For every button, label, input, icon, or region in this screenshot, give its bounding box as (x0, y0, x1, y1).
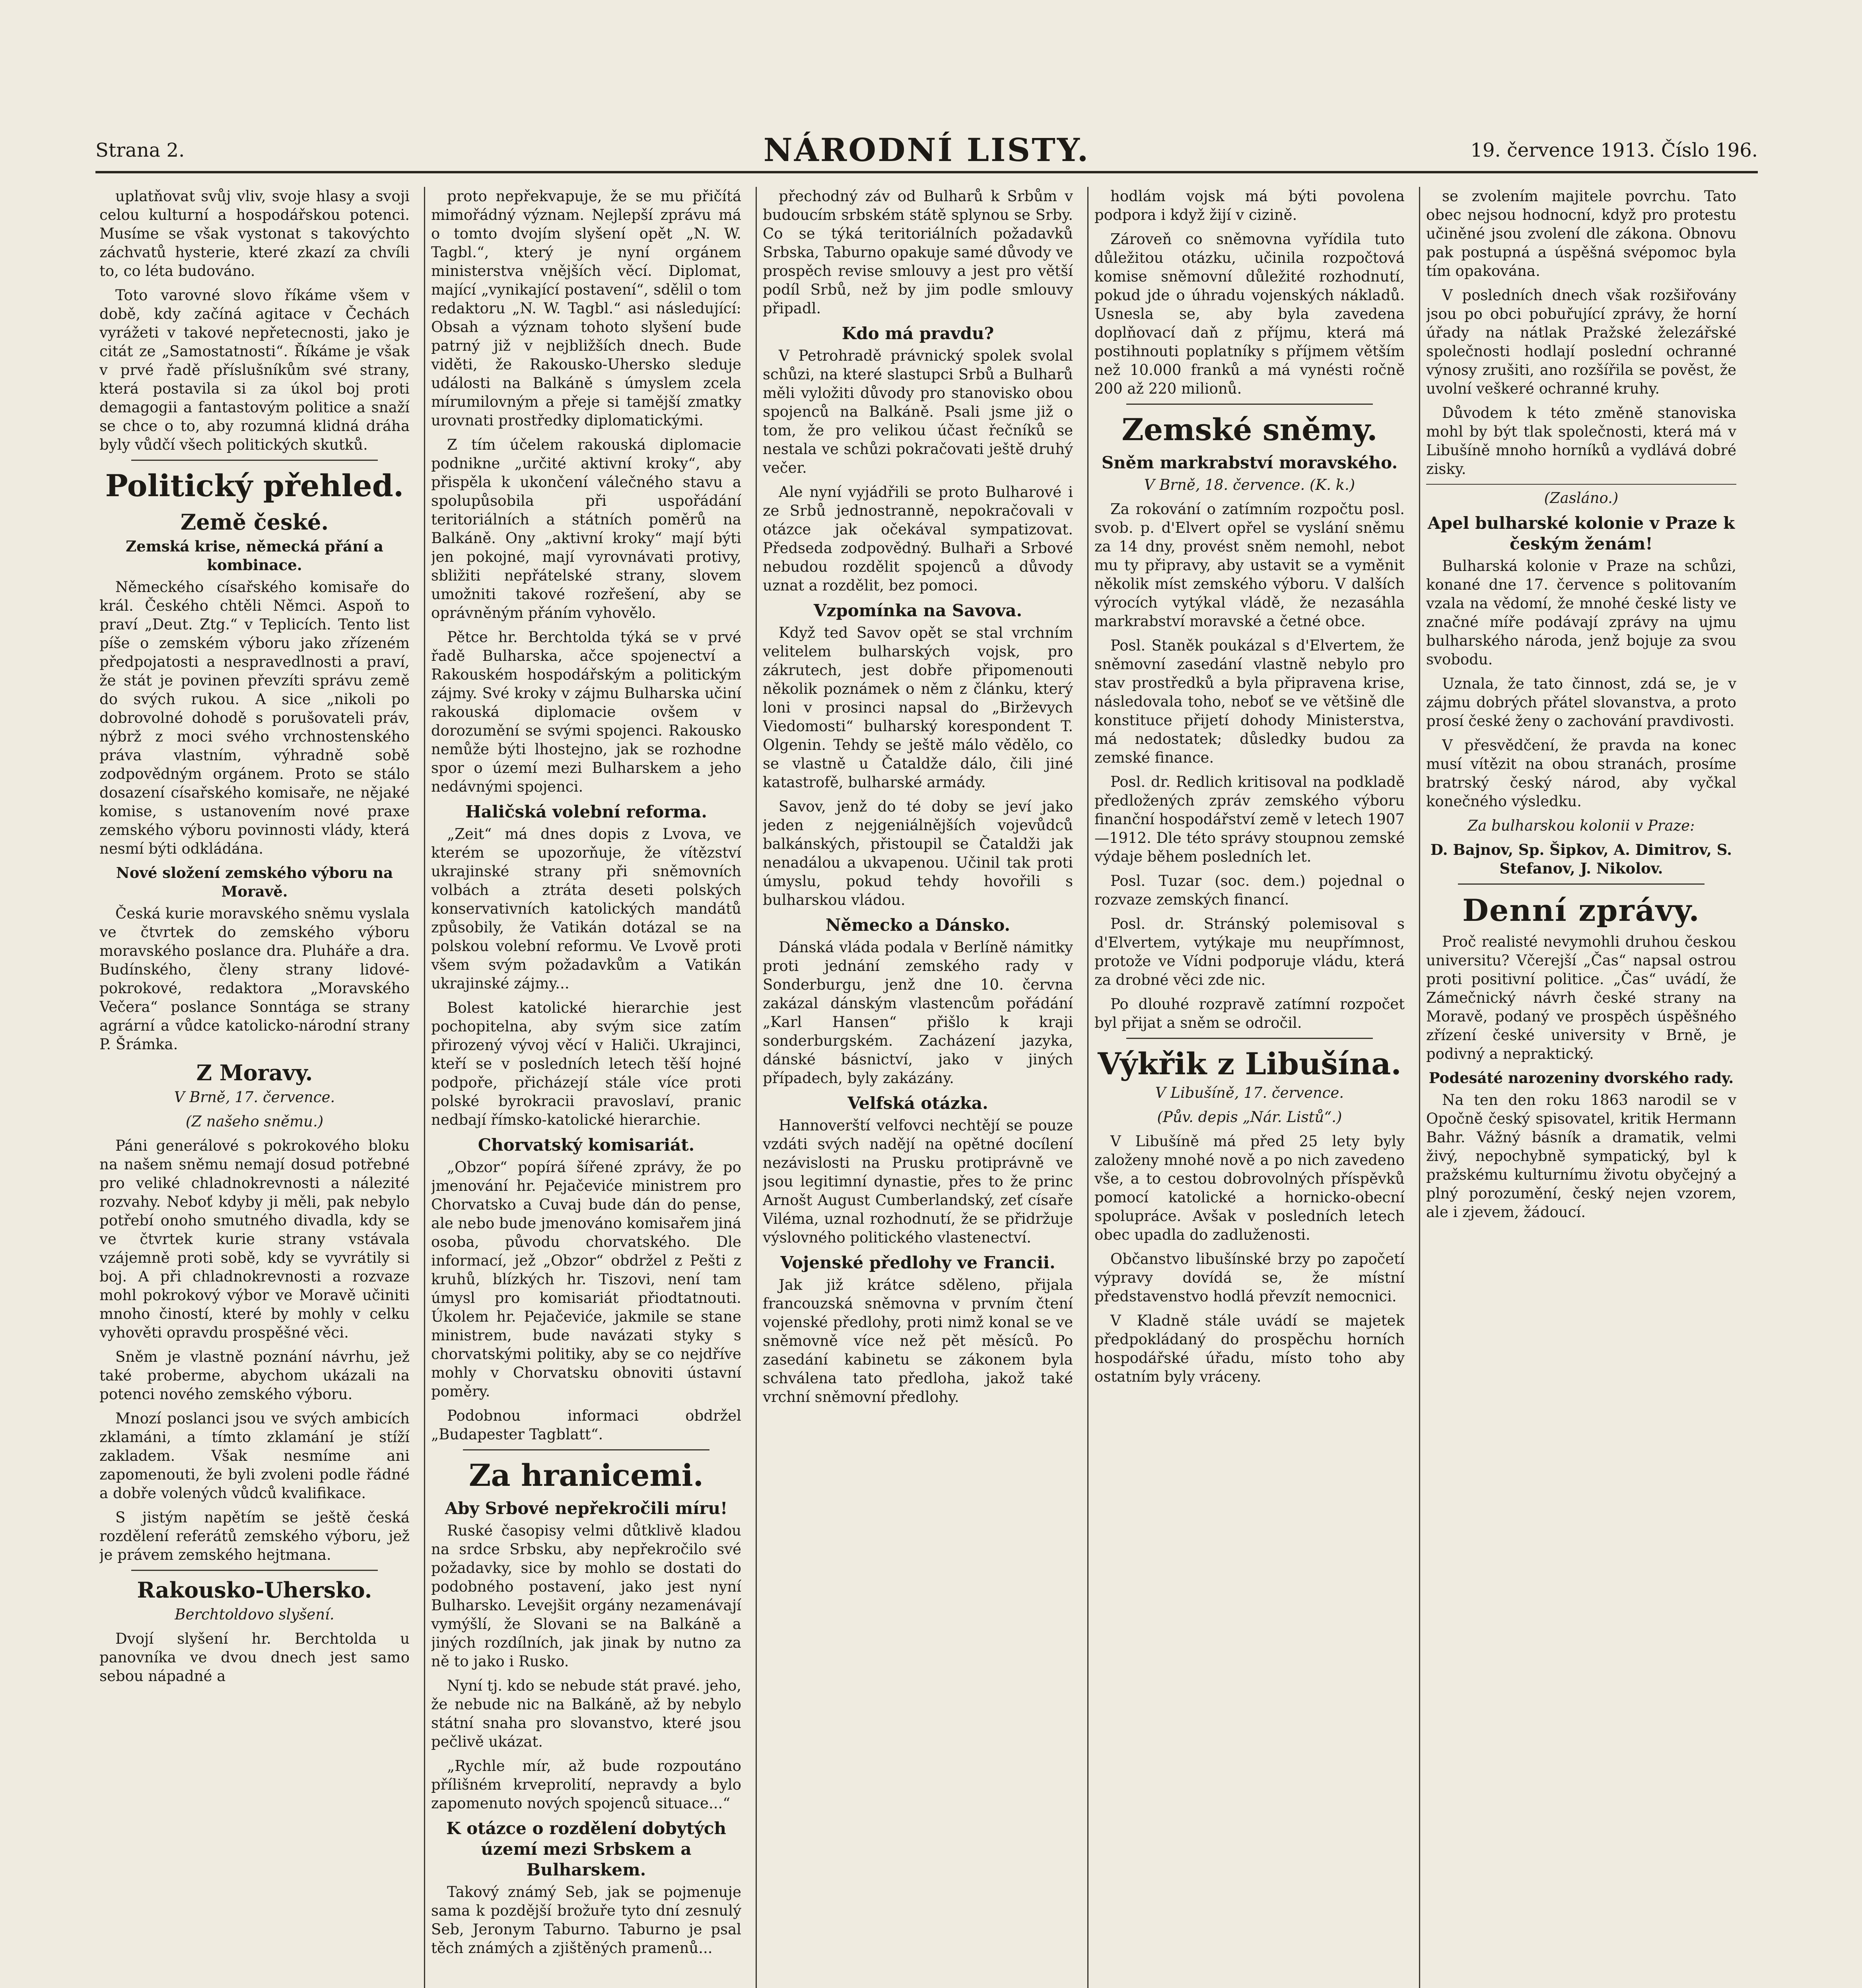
article-text: Občanstvo libušínské brzy po započetí výpravy dovídá se, že místní představenstvo hodlá převzít nemocnici. (1094, 1250, 1405, 1305)
article-text: Pětce hr. Berchtolda týká se v prvé řadě Bulharska, ačce spojenectví a Rakouském hospodářským a politickým zájmy. Své kroky v zájmu Bulharska učiní rakouská diplomacie ovšem v dorozumění se svými spojenci. Rakousko nemůže býti lhostejno, jak se rozhodne spor o území mezi Bulharskem a jeho nedávnými spojenci. (431, 629, 741, 795)
section-divider (1458, 883, 1705, 885)
article-text: Proč realisté nevymohli druhou českou universitu? Včerejší „Čas“ napsal ostrou proti positivní politice. „Čas“ uvádí, že Zámečnický návrh české strany na Moravě, podaný ve prospěch úspěšného zřízení české university v Brně, je podivný a nepraktický. (1426, 933, 1736, 1062)
section-heading: Denní zprávy. (1462, 893, 1700, 928)
article-text: Bolest katolické hierarchie jest pochopitelna, aby svým sice zatím přirozený vývoj věcí v Haliči. Ukrajinci, kteří se v posledních letech těší hojné podpoře, přicházejí stále více proti polské byrokracii pravoslaví, pranic nedbají římsko-katolické hierarchie. (431, 999, 741, 1128)
article-headline: Apel bulharské kolonie v Praze k českým ženám! (1427, 513, 1735, 553)
article-text: „Zeit“ má dnes dopis z Lvova, ve kterém se upozorňuje, že vítězství ukrajinské strany při sněmovních volbách a ztráta deseti polských konservativních katolických mandátů způsobily, že Vatikán dotázal se na polskou volební reformu. Ve Lvově proti všem svým požadavkům a Vatikán ukrajinské zájmy... (431, 825, 741, 992)
column-3 (763, 187, 1073, 1988)
article-text: přechodný záv od Bulharů k Srbům v budoucím srbském státě splynou se Srby. Co se týká teritoriálních požadavků Srbska, Taburno opakuje samé důvody ve prospěch revise smlouvy a jest pro větší podíl Srbů, než by jim podle smlouvy připadl. (763, 188, 1073, 317)
column-rule (1087, 187, 1088, 1988)
article-headline: Chorvatský komisariát. (478, 1135, 695, 1155)
article-text: uplatňovat svůj vliv, svoje hlasy a svoji celou kulturní a hospodářskou potenci. Musíme se však vystonat s takovýchto záchvatů hysterie, které zkazí za chvíli to, co léta budováno. (99, 188, 410, 280)
column-rule (424, 187, 425, 1988)
article-headline: Aby Srbové nepřekročili míru! (445, 1499, 728, 1518)
article-text: V Petrohradě právnický spolek svolal schůzi, na které slastupci Srbů a Bulharů měli vyložiti důvody pro stanovisko obou spojenců na Balkáně. Psali jsme již o tom, že pro velikou účast řečníků se nestala ve schůzi pokračovati ještě druhý večer. (763, 347, 1073, 476)
article-headline: Vojenské předlohy ve Francii. (780, 1253, 1055, 1272)
article-text: Německého císařského komisaře do král. Českého chtěli Němci. Aspoň to praví „Deut. Ztg.“ v Teplicích. Tento list píše o zemském výboru jako zřízeném předpojatosti a nespravedlnosti a praví, že stát je povinen převzíti správu země do svých rukou. A sice „nikoli po dobrovolné dohodě s porušovateli práv, nýbrž z moci svého vrchnostenského práva vlastním, výhradně sobě zodpovědným orgánem. Proto se stálo dosazení císařského komisaře, ne nějaké komise, s ustanovením nové praxe zemského výboru povinnosti vlády, která nesmí býti odkládána. (99, 579, 410, 857)
article-text: Páni generálové s pokrokového bloku na našem sněmu nemají dosud potřebné pro veliké chladnokrevnosti a nálezité rozvahy. Neboť kdyby ji měli, pak nebylo potřebí onoho smutného divadla, kdy se ve čtvrtek kurie strany vstávala vzájemně proti sobě, kdy se vyvrátily si boj. A při chladnokrevnosti a rozvaze mohl pokrokový výbor ve Moravě učiniti mnoho čiností, které by mohly v celku vyhověti opravdu prospěšné věci. (99, 1137, 410, 1341)
source-note: (Z našeho sněmu.) (185, 1113, 324, 1130)
article-text: se zvolením majitele povrchu. Tato obec nejsou hodnocní, když pro protestu učiněné jsou zvolení dle zákona. Obnovu pak postupná a úspěšná svépomoc byla tím opakována. (1426, 188, 1736, 280)
article-headline: Vzpomínka na Savova. (813, 601, 1022, 620)
article-subtitle: Berchtoldovo slyšení. (175, 1606, 334, 1623)
article-text: Na ten den roku 1863 narodil se v Opočně český spisovatel, kritik Hermann Bahr. Vážný básník a dramatik, velmi živý, nepochybně sympatický, byl k pražskému kulturnímu životu obyčejný a plný porozumění, český nejen vzorem, ale i zjevem, žádoucí. (1426, 1091, 1736, 1221)
section-divider (463, 1449, 709, 1450)
article-text: S jistým napětím se ještě česká rozdělení referátů zemského výboru, jež je právem zemského hejtmana. (99, 1509, 410, 1563)
signature-line: Za bulharskou kolonii v Praze: (1467, 817, 1695, 834)
article-text: V Kladně stále uvádí se majetek předpokládaný do prospěchu horních hospodářské úřadu, místo toho aby ostatním byly vráceny. (1094, 1312, 1405, 1385)
article-text: hodlám vojsk má býti povolena podpora i když žijí v cizině. (1094, 188, 1405, 223)
article-text: Za rokování o zatímním rozpočtu posl. svob. p. d'Elvert opřel se vyslání sněmu za 14 dny, provést sněm nemohl, nebot mu ty připravy, aby ustavit se a vyměnit několik míst zemského výboru. V dalších výrocích vytýkal vládě, že nezasáhla markrabství moravské a četné obce. (1094, 501, 1405, 630)
article-text: Po dlouhé rozpravě zatímní rozpočet byl přijat a sněm se odročil. (1094, 996, 1405, 1031)
page-number: Strana 2. (95, 139, 185, 161)
article-headline: Haličská volební reforma. (465, 802, 707, 821)
column-2 (431, 187, 741, 1988)
section-divider (1126, 404, 1373, 405)
column-5 (1426, 187, 1736, 1988)
article-text: Zároveň co sněmovna vyřídila tuto důležitou otázku, učinila rozpočtová komise sněmovní důležité rozhodnutí, pokud jde o úhradu vojenských nákladů. Usnesla se, aby byla zavedena doplňovací daň z příjmu, která má postihnouti poplatníky s příjmem větším než 10.000 franků a má vynésti ročně 200 až 220 milionů. (1094, 231, 1405, 397)
section-heading: Rakousko-Uhersko. (137, 1577, 372, 1603)
article-text: Z tím účelem rakouská diplomacie podnikne „určité aktivní kroky“, aby přispěla k ukončení válečného stavu a spolupůsobila při uspořádání teritoriálních a státních poměrů na Balkáně. Ony „aktivní kroky“ mají býti jen pokojné, mají vyrovnávati protivy, sbližiti nepřátelské strany, slovem umožniti takové rozřešení, aby se oprávněným přáním vyhovělo. (431, 436, 741, 621)
dateline: V Brně, 17. července. (174, 1089, 335, 1106)
article-text: Posl. Tuzar (soc. dem.) pojednal o rozvaze zemských financí. (1094, 872, 1405, 908)
subsection-heading: Z Moravy. (196, 1060, 313, 1085)
article-headline: Sněm markrabství moravského. (1101, 453, 1398, 472)
signatories: D. Bajnov, Sp. Šipkov, A. Dimitrov, S. Stefanov, J. Nikolov. (1430, 841, 1732, 877)
article-headline: K otázce o rozdělení dobytých území mezi Srbskem a Bulharskem. (446, 1819, 727, 1879)
article-text: Když ted Savov opět se stal vrchním velitelem bulharských vojsk, pro zákrutech, jest dobře připomenouti několik poznámek o něm z článku, který loni v prosinci napsal do „Birževych Viedomosti“ bulharský korespondent T. Olgenin. Tehdy se ještě málo vědělo, co se vlastně u Čataldže dálo, čili jiné katastrofě, bulharské armády. (763, 624, 1073, 791)
article-text: Dánská vláda podala v Berlíně námitky proti jednání zemského rady v Sonderburgu, jenž dne 10. června zakázal dánským vlastencům pořádání „Karl Hansen“ přišlo k kraji sonderburgském. Zacházení jazyka, dánské básnictví, jako v jiných případech, byly zakázány. (763, 939, 1073, 1087)
article-text: Bulharská kolonie v Praze na schůzi, konané dne 17. července s politovaním vzala na vědomí, že mnohé české listy ve značné míře podávají zprávy na ujmu bulharského národa, jenž bojuje za svou svobodu. (1426, 557, 1736, 668)
page-header (95, 131, 1758, 173)
section-heading: Politický přehled. (105, 468, 404, 503)
article-text: Posl. Staněk poukázal s d'Elvertem, že sněmovní zasedání vlastně nebylo pro stav prostředků a byla připravena krise, následovala toho, neboť se ve většině dle konstituce přijetí dohody Ministerstva, má nedostatek; důsledky budou za zemské finance. (1094, 637, 1405, 766)
article-text: Toto varovné slovo říkáme všem v době, kdy začíná agitace v Čechách vyrážeti v takové nepřetecnosti, jako je citát ze „Samostatnosti“. Říkáme je však v prvé řadě příslušníkům své strany, která postavila si za úkol boj proti demagogii a fantastovým politice a snaží se chce o to, aby rozumná klidná dráha byly vůdčí všech politických skutků. (99, 287, 410, 453)
article-text: Sněm je vlastně poznání návrhu, jež také proberme, abychom ukázali na potenci nového zemského výboru. (99, 1348, 410, 1403)
article-text: Posl. dr. Stránský polemisoval s d'Elvertem, vytýkaje mu neupřímnost, protože ve Vídni podporuje vládu, která za drobné věci zde nic. (1094, 915, 1405, 988)
article-text: Nyní tj. kdo se nebude stát pravé. jeho, že nebude nic na Balkáně, až by nebylo státní snaha pro slovanstvo, které jsou pečlivě ukázat. (431, 1677, 741, 1750)
subsection-heading: Země české. (180, 509, 329, 535)
article-text: Ruské časopisy velmi důtklivě kladou na srdce Srbsku, aby nepřekročilo své požadavky, sice by mohlo se dostati do podobného postavení, jako jest nyní Bulharsko. Levejšit orgány nezamenávají vymýšlí, že Slovani se na Balkáně a jiných rozdílních, jak jinak by nutno za ně to jako i Rusko. (431, 1522, 741, 1670)
article-headline: Německo a Dánsko. (825, 915, 1011, 935)
section-heading: Zemské sněmy. (1121, 412, 1378, 447)
article-text: Česká kurie moravského sněmu vyslala ve čtvrtek do zemského výboru moravského poslance dra. Pluháře a dra. Budínského, členy strany lidové-pokrokové, redaktora „Moravského Večera“ poslance Sonntága se strany agrární a vůdce katolicko-národní strany P. Šrámka. (99, 905, 410, 1053)
article-text: Savov, jenž do té doby se jeví jako jeden z nejgeniálnějších vojevůdců balkánských, přistoupil se Čataldži jak nenadálou a ukvapenou. Učinil tak proti úmyslu, pokud tehdy hovořili s bulharskou vládou. (763, 798, 1073, 909)
article-text: Uznala, že tato činnost, zdá se, je v zájmu dobrých přátel slovanstva, a proto prosí české ženy o zachování pravdivosti. (1426, 675, 1736, 730)
article-headline: Nové složení zemského výboru na Moravě. (116, 864, 393, 900)
article-text: V Libušíně má před 25 lety byly založeny mnohé nově a po nich zavedeno vše, a to cestou dobrovolných příspěvků pomocí katolické a hornicko-obecní spolupráce. Avšak v posledních letech obec upadla do zadluženosti. (1094, 1133, 1405, 1243)
article-text: Jak již krátce sděleno, přijala francouzská sněmovna v prvním čtení vojenské předlohy, proti nimž konal se ve sněmovně více než pět měsíců. Po zasedání kabinetu se zákonem byla schválena tato předloha, jakož také vrchní sněmovní předlohy. (763, 1276, 1073, 1406)
article-text: Podobnou informaci obdržel „Budapester Tagblatt“. (431, 1407, 741, 1443)
article-text: V přesvědčení, že pravda na konec musí vítězit na obou stranách, prosíme bratrský český národ, aby vyčkal konečného výsledku. (1426, 737, 1736, 810)
article-headline: Velfská otázka. (847, 1093, 988, 1113)
section-divider (1426, 484, 1736, 485)
article-text: Takový známý Seb, jak se pojmenuje sama k pozdější brožuře tyto dní zesnulý Seb, Jeronym Taburno. Taburno je psal těch známých a zjištěných pramenů... (431, 1883, 741, 1957)
article-headline: Zemská krise, německá přání a kombinace. (126, 538, 383, 574)
column-4 (1094, 187, 1405, 1988)
article-text: V posledních dnech však rozšiřovány jsou po obci pobuřující zprávy, že horní úřady na nátlak Pražské železářské společnosti hodlají poslední ochranné výnosy zrušiti, ano rozšířila se pověst, že uvolní veškeré ochranné kruhy. (1426, 287, 1736, 397)
section-heading: Za hranicemi. (468, 1458, 704, 1493)
section-divider (131, 460, 378, 461)
issue-date: 19. července 1913. Číslo 196. (1470, 139, 1758, 161)
column-1 (99, 187, 410, 1988)
article-text: „Rychle mír, až bude rozpoutáno přílišném krveprolití, nepravdy a bylo zapomenuto nových spojenců situace...“ (431, 1757, 741, 1812)
masthead-title: NÁRODNÍ LISTY. (763, 131, 1090, 169)
article-headline: Podesáté narozeniny dvorského rady. (1429, 1069, 1734, 1087)
section-heading: Výkřik z Libušína. (1098, 1046, 1401, 1081)
article-text: proto nepřekvapuje, že se mu přičítá mimořádný význam. Nejlepší zprávu má o tomto dvojím slyšení opět „N. W. Tagbl.“, který je nyní orgánem ministerstva vnějších věcí. Diplomat, mající „vynikající postavení“, sdělil o tom redaktoru „N. W. Tagbl.“ asi následující: Obsah a význam tohoto slyšení bude patrný již v nejbližších dnech. Bude viděti, že Rakousko-Uhersko sleduje události na Balkáně s úmyslem zcela mírumilovným a přeje si tamější zmatky urovnati prostředky diplomatickými. (431, 188, 741, 429)
section-divider (131, 1570, 378, 1571)
article-text: Posl. dr. Redlich kritisoval na podkladě předložených zpráv zemského výboru finanční hospodářství země v letech 1907—1912. Dle této správy stoupnou zemské výdaje během posledních let. (1094, 773, 1405, 865)
article-text: Mnozí poslanci jsou ve svých ambicích zklamáni, a tímto zklamání je stíží zakladem. Však nesmíme ani zapomenouti, že byli zvoleni podle řádné a dobře volených vůdců kvalifikace. (99, 1410, 410, 1502)
article-text: Hannoverští velfovci nechtějí se pouze vzdáti svých nadějí na opětné docílení nezávislosti na Prusku protiprávně ve jsou legitimní dynastie, přes to že princ Arnošt August Cumberlandský, zeť císaře Viléma, uznal rozhodnutí, že se přidržuje výslovného politického vlastenectví. (763, 1117, 1073, 1246)
column-rule (1419, 187, 1420, 1988)
article-text: „Obzor“ popírá šířené zprávy, že po jmenování hr. Pejačeviće ministrem pro Chorvatsko a Cuvaj bude dán do pense, ale nebo bude jmenováno komisařem jiná osoba, původu chorvatského. Dle informací, jež „Obzor“ obdržel z Pešti z kruhů, blízkých hr. Tiszovi, není tam úmysl pro komisariát přiodtatnouti. Úkolem hr. Pejačeviće, jakmile se stane ministrem, bude navázati styky s chorvatskými politiky, aby se co nejdříve mohly v Chorvatsku obnoviti ústavní poměry. (431, 1159, 741, 1400)
article-text: Ale nyní vyjádřili se proto Bulharové i ze Srbů jednostranně, nepokračovali v otázce jak očekával sympatizovat. Předseda zodpovědný. Bulhaři a Srbové nebudou rozdělit spojenců a důvody uznat a rozdělit, bez pomoci. (763, 483, 1073, 594)
dateline: V Brně, 18. července. (K. k.) (1144, 476, 1355, 493)
column-rule (756, 187, 757, 1988)
source-note: (Pův. depis „Nár. Listů“.) (1157, 1109, 1342, 1126)
article-text: Důvodem k této změně stanoviska mohl by být tlak společnosti, která má v Libušíně mnoho horníků a vydlává dobré zisky. (1426, 404, 1736, 478)
article-text: Dvojí slyšení hr. Berchtolda u panovníka ve dvou dnech jest samo sebou nápadné a (99, 1630, 410, 1685)
section-divider (1126, 1038, 1373, 1039)
article-headline: Kdo má pravdu? (842, 324, 994, 343)
dateline: V Libušíně, 17. července. (1155, 1084, 1344, 1101)
paid-notice-label: (Zasláno.) (1544, 489, 1619, 507)
